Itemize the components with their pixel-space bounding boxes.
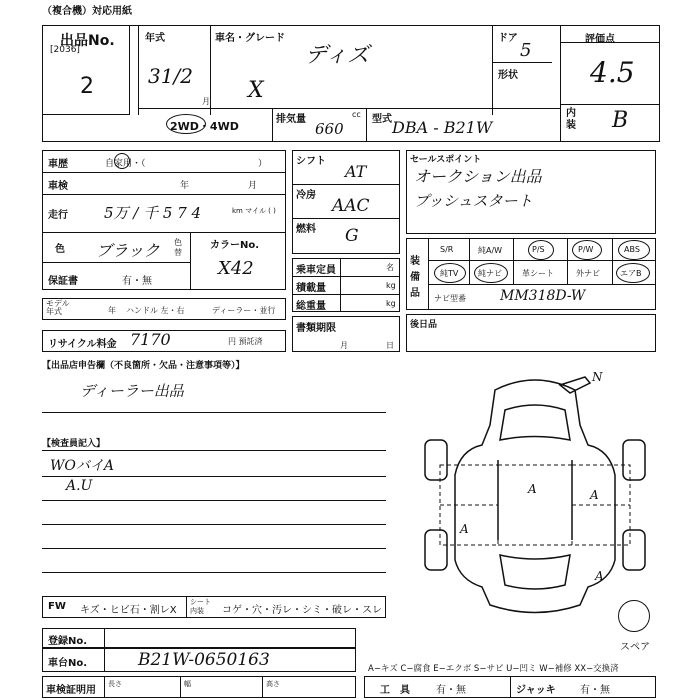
divider [104, 676, 105, 698]
divider [42, 232, 286, 233]
inspection-month: 月 [248, 181, 258, 191]
divider [292, 276, 400, 277]
recycle-label: リサイクル料金 [48, 339, 117, 350]
divider [292, 184, 400, 185]
inspector-line1: WOバイA [50, 458, 114, 474]
divider [42, 172, 286, 173]
doc-expiry-day: 日 [386, 341, 394, 350]
divider [560, 104, 660, 105]
color-no-value: X42 [218, 258, 254, 279]
fw-items: キズ・ヒビ石・割レX [80, 605, 177, 616]
diagram-mark-rear: A [595, 569, 604, 583]
car-name: ディズ [305, 43, 370, 68]
reg-no-label: 登録No. [48, 636, 88, 647]
diagram-mark-right-front: A [590, 488, 599, 502]
capacity-unit: 名 [386, 263, 394, 272]
shift-value: AT [345, 162, 367, 181]
equip-pw-circle [572, 240, 602, 260]
cert-length: 長さ [108, 680, 122, 688]
car-label: 車名・グレード [215, 33, 285, 44]
divider [428, 284, 656, 285]
equip-ext-navi: 外ナビ [576, 269, 600, 278]
inspection-label: 車検 [48, 181, 68, 192]
model-year-dealer: ディーラー・並行 [212, 306, 276, 315]
model-label: 型式 [372, 114, 392, 125]
color-label: 色 [55, 244, 65, 255]
divider [428, 238, 429, 310]
history-close: ） [258, 159, 268, 169]
color-sub-label: 色替 [174, 238, 182, 257]
equipment-label: 装備品 [410, 256, 420, 299]
recycle-unit: 円 預託済 [228, 337, 263, 346]
spare-circle [618, 600, 650, 632]
displacement-unit: cc [352, 110, 361, 119]
weight-label: 総重量 [296, 301, 326, 312]
doc-expiry-label: 書類期限 [296, 323, 336, 334]
car-grade: X [248, 78, 264, 103]
weight-unit: kg [386, 299, 396, 308]
recycle-value: 7170 [130, 330, 171, 349]
tools-label: 工具 [380, 685, 420, 696]
divider [272, 108, 273, 142]
divider [186, 596, 187, 618]
sales-point-label: セールスポイント [410, 155, 482, 165]
year-value: 31/2 [148, 64, 193, 88]
divider [510, 676, 511, 698]
fuel-value: G [345, 226, 359, 246]
inspector-line2: A.U [66, 478, 93, 494]
equip-sr: S/R [440, 245, 454, 254]
year-label: 年式 [145, 33, 165, 44]
divider [42, 524, 386, 525]
equip-navi: 純ナビ [478, 269, 502, 278]
notes-label: 【出品店申告欄（不良箇所・欠品・注意事項等）】 [42, 361, 245, 371]
cert-width: 幅 [184, 680, 191, 688]
car-diagram [410, 365, 660, 625]
seat-label: シート内装 [190, 598, 211, 615]
ac-value: AAC [332, 196, 370, 216]
form-title: （複合機）対応用紙 [42, 6, 132, 17]
equip-pw: P/W [578, 245, 594, 254]
chassis-label: 車台No. [48, 658, 88, 669]
model-year-handle: ハンドル 左・右 [126, 306, 185, 315]
divider [42, 476, 386, 477]
notes-text: ディーラー出品 [80, 382, 184, 400]
lot-number: 2 [80, 74, 94, 99]
inspection-year: 年 [180, 181, 190, 191]
jack-options: 有・無 [580, 685, 610, 696]
divider [42, 572, 386, 573]
equip-airbag-circle [616, 263, 650, 283]
divider [612, 238, 613, 284]
equip-abs: ABS [624, 245, 640, 254]
divider [560, 42, 660, 43]
divider [138, 108, 560, 109]
load-label: 積載量 [296, 283, 326, 294]
diagram-mark-top: N [592, 370, 603, 384]
displacement-value: 660 [315, 120, 344, 138]
equip-navi-circle [474, 263, 508, 283]
cert-label: 車検証明用 [46, 685, 96, 696]
divider [180, 676, 181, 698]
load-unit: kg [386, 281, 396, 290]
interior-value: B [612, 108, 629, 133]
divider [366, 108, 367, 142]
divider [262, 676, 263, 698]
divider [292, 218, 400, 219]
warranty-options: 有・無 [122, 276, 152, 287]
divider [42, 412, 386, 413]
lot-label: 出品No. [60, 33, 115, 49]
divider [469, 238, 470, 284]
cert-height: 高さ [266, 680, 280, 688]
history-circle [114, 153, 130, 169]
capacity-label: 乗車定員 [296, 265, 336, 276]
displacement-label: 排気量 [276, 114, 306, 125]
history-text: 自家用・（ [105, 159, 146, 169]
inspector-label: 【検査員記入】 [42, 439, 106, 449]
sales-point-line1: オークション出品 [414, 167, 542, 186]
equip-tv: 純TV [440, 269, 459, 278]
ac-label: 冷房 [296, 190, 316, 201]
divider [42, 262, 190, 263]
equip-aw: 純A/W [478, 246, 503, 255]
divider [138, 25, 139, 115]
drive-label: 2WD・4WD [170, 120, 239, 133]
divider [567, 238, 568, 284]
interior-label: 内装 [566, 108, 576, 131]
navi-model-value: MM318D-W [500, 288, 586, 304]
divider [513, 238, 514, 284]
mileage-value: 5万 / 千 5 7 4 [104, 204, 202, 222]
mileage-label: 走行 [48, 210, 68, 221]
doc-expiry-month: 月 [340, 341, 348, 350]
history-label: 車歴 [48, 159, 68, 170]
diagram-mark-left-front: A [460, 522, 469, 536]
divider [428, 260, 656, 261]
mileage-unit: km マイル ( ) [232, 207, 276, 215]
door-value: 5 [520, 40, 532, 61]
lot-id: [2036] [50, 45, 80, 55]
model-value: DBA - B21W [392, 118, 493, 137]
model-year-year: 年 [108, 306, 116, 315]
year-month-suffix: 月 [202, 97, 210, 106]
seat-items: コゲ・穴・汚レ・シミ・破レ・スレ [222, 605, 382, 616]
drive-circle [166, 114, 206, 134]
equip-leather: 革シート [522, 269, 554, 278]
divider [42, 194, 286, 195]
navi-model-label: ナビ型番 [434, 294, 466, 303]
fw-label: FW [48, 601, 66, 612]
tools-options: 有・無 [436, 685, 466, 696]
shift-label: シフト [296, 156, 326, 167]
door-label: ドア [498, 33, 518, 44]
equip-abs-circle [618, 240, 650, 260]
divider [340, 258, 341, 312]
equip-ps-circle [528, 240, 554, 260]
diagram-mark-hood: A [528, 482, 537, 496]
fuel-label: 燃料 [296, 224, 316, 235]
retrofit-box [406, 314, 656, 352]
color-no-label: カラーNo. [210, 240, 260, 251]
equip-tv-circle [434, 263, 466, 283]
equip-airbag: エアB [620, 269, 642, 278]
sales-point-line2: プッシュスタート [414, 192, 533, 210]
divider [492, 25, 493, 115]
reg-no-row [42, 628, 356, 648]
warranty-label: 保証書 [48, 276, 78, 287]
jack-label: ジャッキ [516, 685, 556, 696]
model-year-label: モデル年式 [46, 299, 70, 316]
divider [42, 548, 386, 549]
chassis-value: B21W-0650163 [138, 650, 270, 670]
divider [292, 294, 400, 295]
retrofit-label: 後日品 [410, 320, 438, 330]
divider [492, 62, 552, 63]
divider [210, 25, 211, 115]
spare-label: スペア [620, 642, 650, 653]
shape-label: 形状 [498, 70, 518, 81]
divider [42, 500, 386, 501]
score-value: 4.5 [590, 56, 635, 89]
color-value: ブラック [96, 241, 160, 260]
damage-legend: A−キズ C−腐食 E−エクボ S−サビ U−凹ミ W−補修 XX−交換済 [368, 664, 619, 674]
equip-ps: P/S [532, 245, 545, 254]
divider [42, 450, 386, 451]
divider [190, 232, 191, 290]
score-label: 評価点 [585, 34, 615, 45]
